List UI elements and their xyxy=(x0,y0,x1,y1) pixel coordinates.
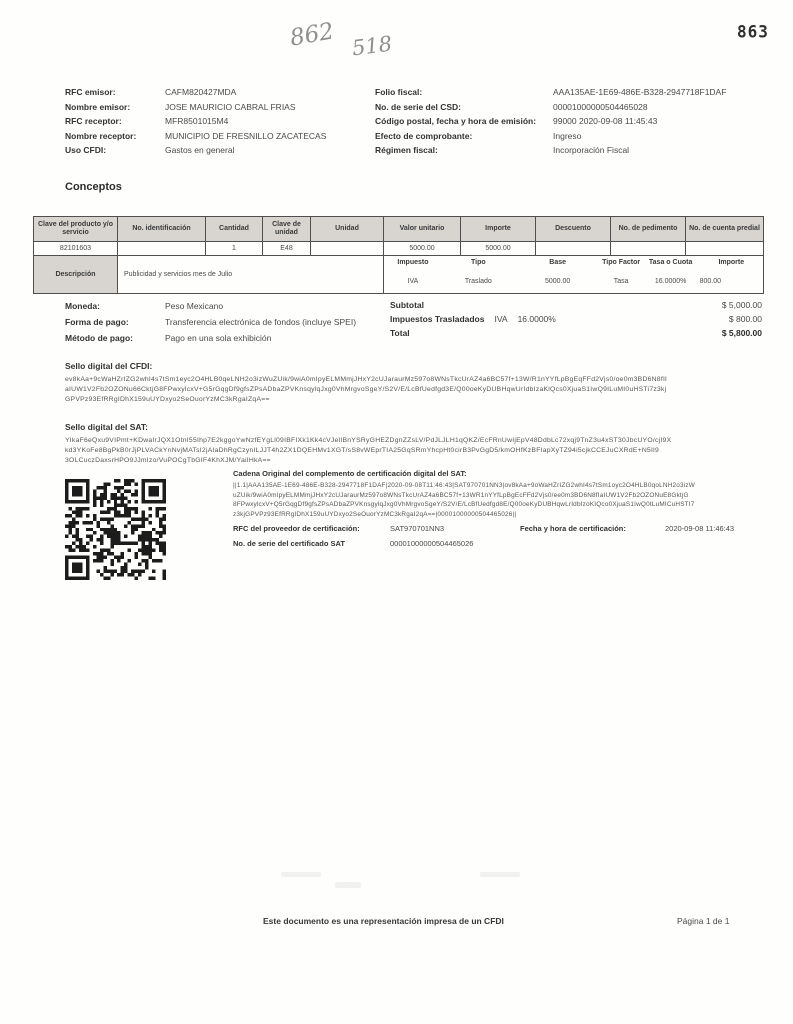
cell-pedimento xyxy=(611,242,686,256)
field-label: Forma de pago: xyxy=(65,317,129,327)
serie-certificado-value: 00001000000504465026 xyxy=(390,539,474,548)
field-value: 00001000000504465028 xyxy=(553,101,648,112)
footer-legend: Este documento es una representación impresa de un CFDI xyxy=(263,916,504,926)
table-header-row xyxy=(34,217,764,242)
handwritten-number-left: 862 xyxy=(288,18,336,52)
field-uso-cfdi xyxy=(65,144,370,156)
field-value: Ingreso xyxy=(553,130,582,141)
conceptos-table xyxy=(33,216,764,294)
field-nombre-emisor xyxy=(65,101,370,113)
descripcion-value: Publicidad y servicios mes de Julio xyxy=(118,256,384,294)
sello-sat-label: Sello digital del SAT: xyxy=(65,422,148,432)
tax-value: 800.00 xyxy=(699,278,721,285)
field-forma-pago xyxy=(65,316,395,328)
sello-cfdi-label: Sello digital del CFDI: xyxy=(65,361,153,371)
scan-smudge xyxy=(335,882,361,888)
tax-column-header: Importe xyxy=(718,259,745,266)
issuer-receiver-fields xyxy=(65,86,370,159)
field-label: Nombre receptor: xyxy=(65,130,137,141)
column-header: Importe xyxy=(461,217,536,242)
field-value: MUNICIPIO DE FRESNILLO ZACATECAS xyxy=(165,130,327,141)
tax-value: 5000.00 xyxy=(545,278,571,285)
column-header: Valor unitario xyxy=(384,217,461,242)
impuestos-row xyxy=(390,312,762,326)
description-row xyxy=(34,256,764,294)
field-codigo-postal-fecha xyxy=(375,115,770,127)
sello-sat-block xyxy=(65,422,760,466)
field-value: CAFM820427MDA xyxy=(165,87,237,97)
handwritten-number-right: 518 xyxy=(350,31,394,61)
field-folio-fiscal xyxy=(375,86,770,98)
field-regimen-fiscal xyxy=(375,144,770,156)
field-value: Transferencia electrónica de fondos (incluye SPEI) xyxy=(165,317,357,327)
qr-code-image xyxy=(65,479,166,580)
qr-code xyxy=(65,479,166,585)
sello-cfdi-line: ev8kAa+9cWaHZrIZG2whI4s7tSm1eyc2O4HLB0qeLNH2o3izWuZUik/9wiA0mIpyELMMmjJHxY2cUJaraurMz597o8WNsTkcUrAZ4a6BC57f+13W/R1nYYfLpBgEqFFd2Vjs0/oe0m3BD6N8fIl xyxy=(65,376,667,383)
fecha-certificacion-label: Fecha y hora de certificación: xyxy=(520,524,626,533)
sello-sat-line: kd3YKoFe8BgPkB0rJjPLVACkYnNvjMATsI2jAIaDhRgCzynILJJT4h2ZX1DQEHMv1XGT/sS8vWEprTIA25GqSRmYhcpHt0cirB3PvGgD5/kmOHfKzBFIapXyTZ94i5cjkCCEJuCXRdE+N5Il9 xyxy=(65,447,659,454)
tax-value: Tasa xyxy=(613,278,629,285)
cell-identificacion xyxy=(118,242,206,256)
cell-importe: 5000.00 xyxy=(461,242,536,256)
cadena-line: ||1.1|AAA135AE-1E69-486E-B328-2947718F1DAF|2020-09-08T11:46:43|SAT970701NN3|ov8kAa+9oWaHZrIZG2whI4s7tSm1oyc2O4HLB0qoLNH2o3izW xyxy=(233,482,696,489)
field-value: MFR8501015M4 xyxy=(165,116,229,126)
scan-smudge xyxy=(480,872,520,877)
field-label: Efecto de comprobante: xyxy=(375,130,473,141)
impuestos-rate: 16.0000% xyxy=(517,314,556,324)
fiscal-fields xyxy=(375,86,770,159)
field-value: JOSE MAURICIO CABRAL FRIAS xyxy=(165,101,296,112)
subtotal-row xyxy=(390,298,762,312)
field-label: Moneda: xyxy=(65,301,100,311)
field-value: Pago en una sola exhibición xyxy=(165,333,272,343)
field-value: Peso Mexicano xyxy=(165,301,224,311)
cell-descuento xyxy=(536,242,611,256)
tax-column-header: Tipo Factor xyxy=(602,259,641,266)
footer-page-number: Página 1 de 1 xyxy=(677,916,730,926)
certification-block xyxy=(233,469,763,549)
field-value: Incorporación Fiscal xyxy=(553,145,630,155)
field-label: Folio fiscal: xyxy=(375,87,423,97)
cadena-original-label: Cadena Original del complemento de certificación digital del SAT: xyxy=(233,469,467,478)
table-row xyxy=(34,242,764,256)
tax-value: Traslado xyxy=(464,278,492,285)
rfc-proveedor-label: RFC del proveedor de certificación: xyxy=(233,524,360,533)
tax-column-header: Base xyxy=(549,259,567,266)
cell-cuenta-predial xyxy=(686,242,764,256)
subtotal-value: $ 5,000.00 xyxy=(721,300,762,310)
field-rfc-receptor xyxy=(65,115,370,127)
column-header: No. identificación xyxy=(118,217,206,242)
column-header: No. de pedimento xyxy=(611,217,686,242)
field-label: Nombre emisor: xyxy=(65,101,131,112)
cadena-line: uZUik/9wiA0mIpyELMMmjJHxY2cUJaraurMz597o8WNsTkcUrAZ4a6BC57f+13WR1nYYfLpBgEcFFd2Vjs0/ee0m3BD6N8fIaIUW1V2Fb2OZONuE8GktjG xyxy=(233,491,689,499)
field-label: RFC receptor: xyxy=(65,116,122,126)
tax-header-row xyxy=(384,259,763,285)
field-label: Uso CFDI: xyxy=(65,145,107,155)
column-header: Cantidad xyxy=(206,217,263,242)
serie-certificado-label: No. de serie del certificado SAT xyxy=(233,539,345,548)
scan-smudge xyxy=(281,872,321,877)
field-value: AAA135AE-1E69-486E-B328-2947718F1DAF xyxy=(553,87,727,97)
field-value: Gastos en general xyxy=(165,145,235,155)
total-row xyxy=(390,326,762,340)
impuestos-tax: IVA xyxy=(494,314,508,324)
field-label: No. de serie del CSD: xyxy=(375,101,461,112)
stamp-number: 863 xyxy=(737,21,769,42)
subtotal-label: Subtotal xyxy=(390,300,424,310)
cell-clave-unidad: E48 xyxy=(263,242,311,256)
column-header: No. de cuenta predial xyxy=(686,217,764,242)
field-moneda xyxy=(65,300,395,312)
cadena-line: 8FPwxylcxV+Q5rGqgDf9gfsZPsADbaZPVKnsgylqJxg0VhMrgvoSgeY/S2V/E/LcBfUedfgd8E/Q00oeKyDUBHqwLrIdbIzoKIQco0XjuaS1IwQ0tLuMICuHSTI7 xyxy=(233,501,695,508)
field-label: Método de pago: xyxy=(65,333,133,343)
column-header: Clave de unidad xyxy=(263,217,311,242)
sello-cfdi-block xyxy=(65,361,760,405)
sello-sat-line: YIkaF6eQxu9VIPmt+KDwaIrJQX1OtnI55Ihp7E2kggoYwNzfEYgLl09IBFIXk1Kk4cVJelIBnYSRyGHEZDgnZZsLV/PdJLJLH1qQKZ/EcFRnUwIjEpV48DdbLc72xqj9TnZ3u4xST30JbcUYO/cjI9X xyxy=(65,437,672,444)
payment-fields xyxy=(65,300,395,347)
rfc-proveedor-row xyxy=(233,524,763,534)
impuestos-label: Impuestos Trasladados xyxy=(390,314,485,324)
field-efecto-comprobante xyxy=(375,130,770,142)
rfc-proveedor-value: SAT970701NN3 xyxy=(390,524,445,533)
cell-unidad xyxy=(311,242,384,256)
cell-cantidad: 1 xyxy=(206,242,263,256)
tax-value: IVA xyxy=(407,278,419,285)
field-label: Código postal, fecha y hora de emisión: xyxy=(375,116,537,126)
serie-certificado-row xyxy=(233,539,763,549)
column-header: Descuento xyxy=(536,217,611,242)
cell-valor-unitario: 5000.00 xyxy=(384,242,461,256)
sello-cfdi-line: aIUW1V2Fb2OZONu66CktjG8FPwxylcxV+G5rGqgDf9gfsZPsADbaZPVKnsqylqJxg0VhMrgvoSgeY/S2V/E/LcBfUedfgd3E/Q00oeKyDUBHqwUrIdbIzaKlQcs0XjuaS1IwQ9ILuMI0uHSTi7z3kj xyxy=(65,386,667,393)
cadena-line: z3kjGPVPz93EfRRgIDhX159uUYDxyo2SeOuorYzMC3kRgaI2qA==|00001000000504465026|| xyxy=(233,510,517,518)
descripcion-label: Descripción xyxy=(34,256,118,294)
field-label: Régimen fiscal: xyxy=(375,145,438,155)
tax-column-header: Tasa o Cuota xyxy=(648,259,693,266)
sello-cfdi-line: GPVPz93EfRRgIDhX159uUYDxyo2SeOuorYzMC3kRgaIZqA== xyxy=(65,396,270,403)
field-rfc-emisor xyxy=(65,86,370,98)
tax-value: 16.0000% xyxy=(654,278,687,285)
field-value: 99000 2020-09-08 11:45:43 xyxy=(553,116,658,126)
total-value: $ 5,800.00 xyxy=(721,328,762,338)
field-label: RFC emisor: xyxy=(65,87,116,97)
field-nombre-receptor xyxy=(65,130,370,142)
cell-clave-producto: 82101603 xyxy=(34,242,118,256)
totals-block xyxy=(390,298,762,340)
field-metodo-pago xyxy=(65,332,395,344)
tax-subtable xyxy=(384,256,764,294)
impuestos-value: $ 800.00 xyxy=(728,314,762,324)
total-label: Total xyxy=(390,328,410,338)
conceptos-title: Conceptos xyxy=(65,181,122,193)
tax-column-header: Tipo xyxy=(470,259,486,266)
fecha-certificacion-value: 2020-09-08 11:46:43 xyxy=(665,524,735,533)
column-header: Clave del producto y/o servicio xyxy=(34,217,118,242)
sello-sat-line: 3OLCuczDaxsrHPO9JJmIzo/VuPOCgTbGIF4KhXJM/YaiIHkA== xyxy=(65,457,271,464)
field-serie-csd xyxy=(375,101,770,113)
tax-column-header: Impuesto xyxy=(397,259,429,266)
column-header: Unidad xyxy=(311,217,384,242)
